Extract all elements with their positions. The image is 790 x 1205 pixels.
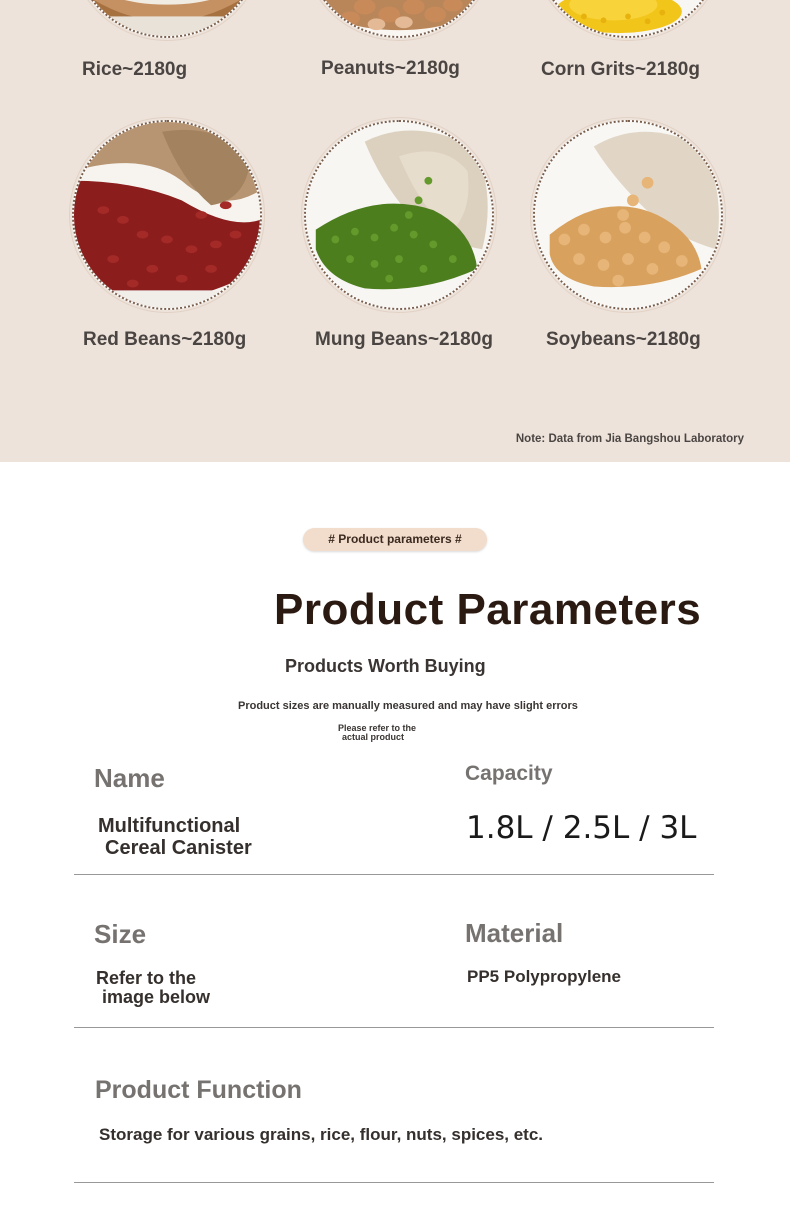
divider <box>74 874 714 875</box>
refer-note-line-2: actual product <box>342 732 405 742</box>
name-value-line-2: Cereal Canister <box>105 837 252 859</box>
size-value-line-1: Refer to the <box>96 968 197 988</box>
corn-grits-icon <box>533 0 723 38</box>
divider <box>74 1027 714 1028</box>
red-beans-sack-icon <box>72 120 262 310</box>
rice-bowl-icon <box>72 0 262 38</box>
grain-label-corn-grits: Corn Grits~2180g <box>541 59 700 80</box>
param-capacity-value: 1.8L / 2.5L / 3L <box>466 810 697 846</box>
param-name-label: Name <box>94 763 165 793</box>
peanuts-icon <box>304 0 494 38</box>
refer-note-line-1: Please refer to the <box>338 723 417 733</box>
name-value-line-1: Multifunctional <box>98 815 241 837</box>
grain-label-peanuts: Peanuts~2180g <box>321 58 460 79</box>
param-material-label: Material <box>465 918 564 948</box>
grain-label-soybeans: Soybeans~2180g <box>546 329 701 350</box>
lab-note: Note: Data from Jia Bangshou Laboratory <box>515 433 744 445</box>
param-material-value: PP5 Polypropylene <box>467 967 621 986</box>
divider <box>74 1182 714 1183</box>
mung-beans-sack-icon <box>304 120 494 310</box>
grain-label-red-beans: Red Beans~2180g <box>83 329 247 350</box>
soybeans-sack-icon <box>533 120 723 310</box>
page-title: Product Parameters <box>274 585 702 634</box>
grain-label-mung-beans: Mung Beans~2180g <box>315 329 493 350</box>
param-size-label: Size <box>94 919 147 949</box>
section-tag-pill: # Product parameters # <box>303 528 487 551</box>
param-size-value <box>96 969 210 1007</box>
param-name-value <box>98 815 252 859</box>
param-function-value: Storage for various grains, rice, flour, nuts, spices, etc. <box>99 1125 544 1144</box>
size-value-line-2: image below <box>102 987 211 1007</box>
param-function-label: Product Function <box>95 1076 302 1104</box>
refer-actual-product-note <box>338 724 448 742</box>
measurement-disclaimer: Product sizes are manually measured and may have slight errors <box>238 700 578 712</box>
grain-label-rice: Rice~2180g <box>82 59 188 80</box>
param-capacity-label: Capacity <box>465 762 553 785</box>
page-subtitle: Products Worth Buying <box>285 656 486 676</box>
grain-capacity-section <box>0 0 790 462</box>
